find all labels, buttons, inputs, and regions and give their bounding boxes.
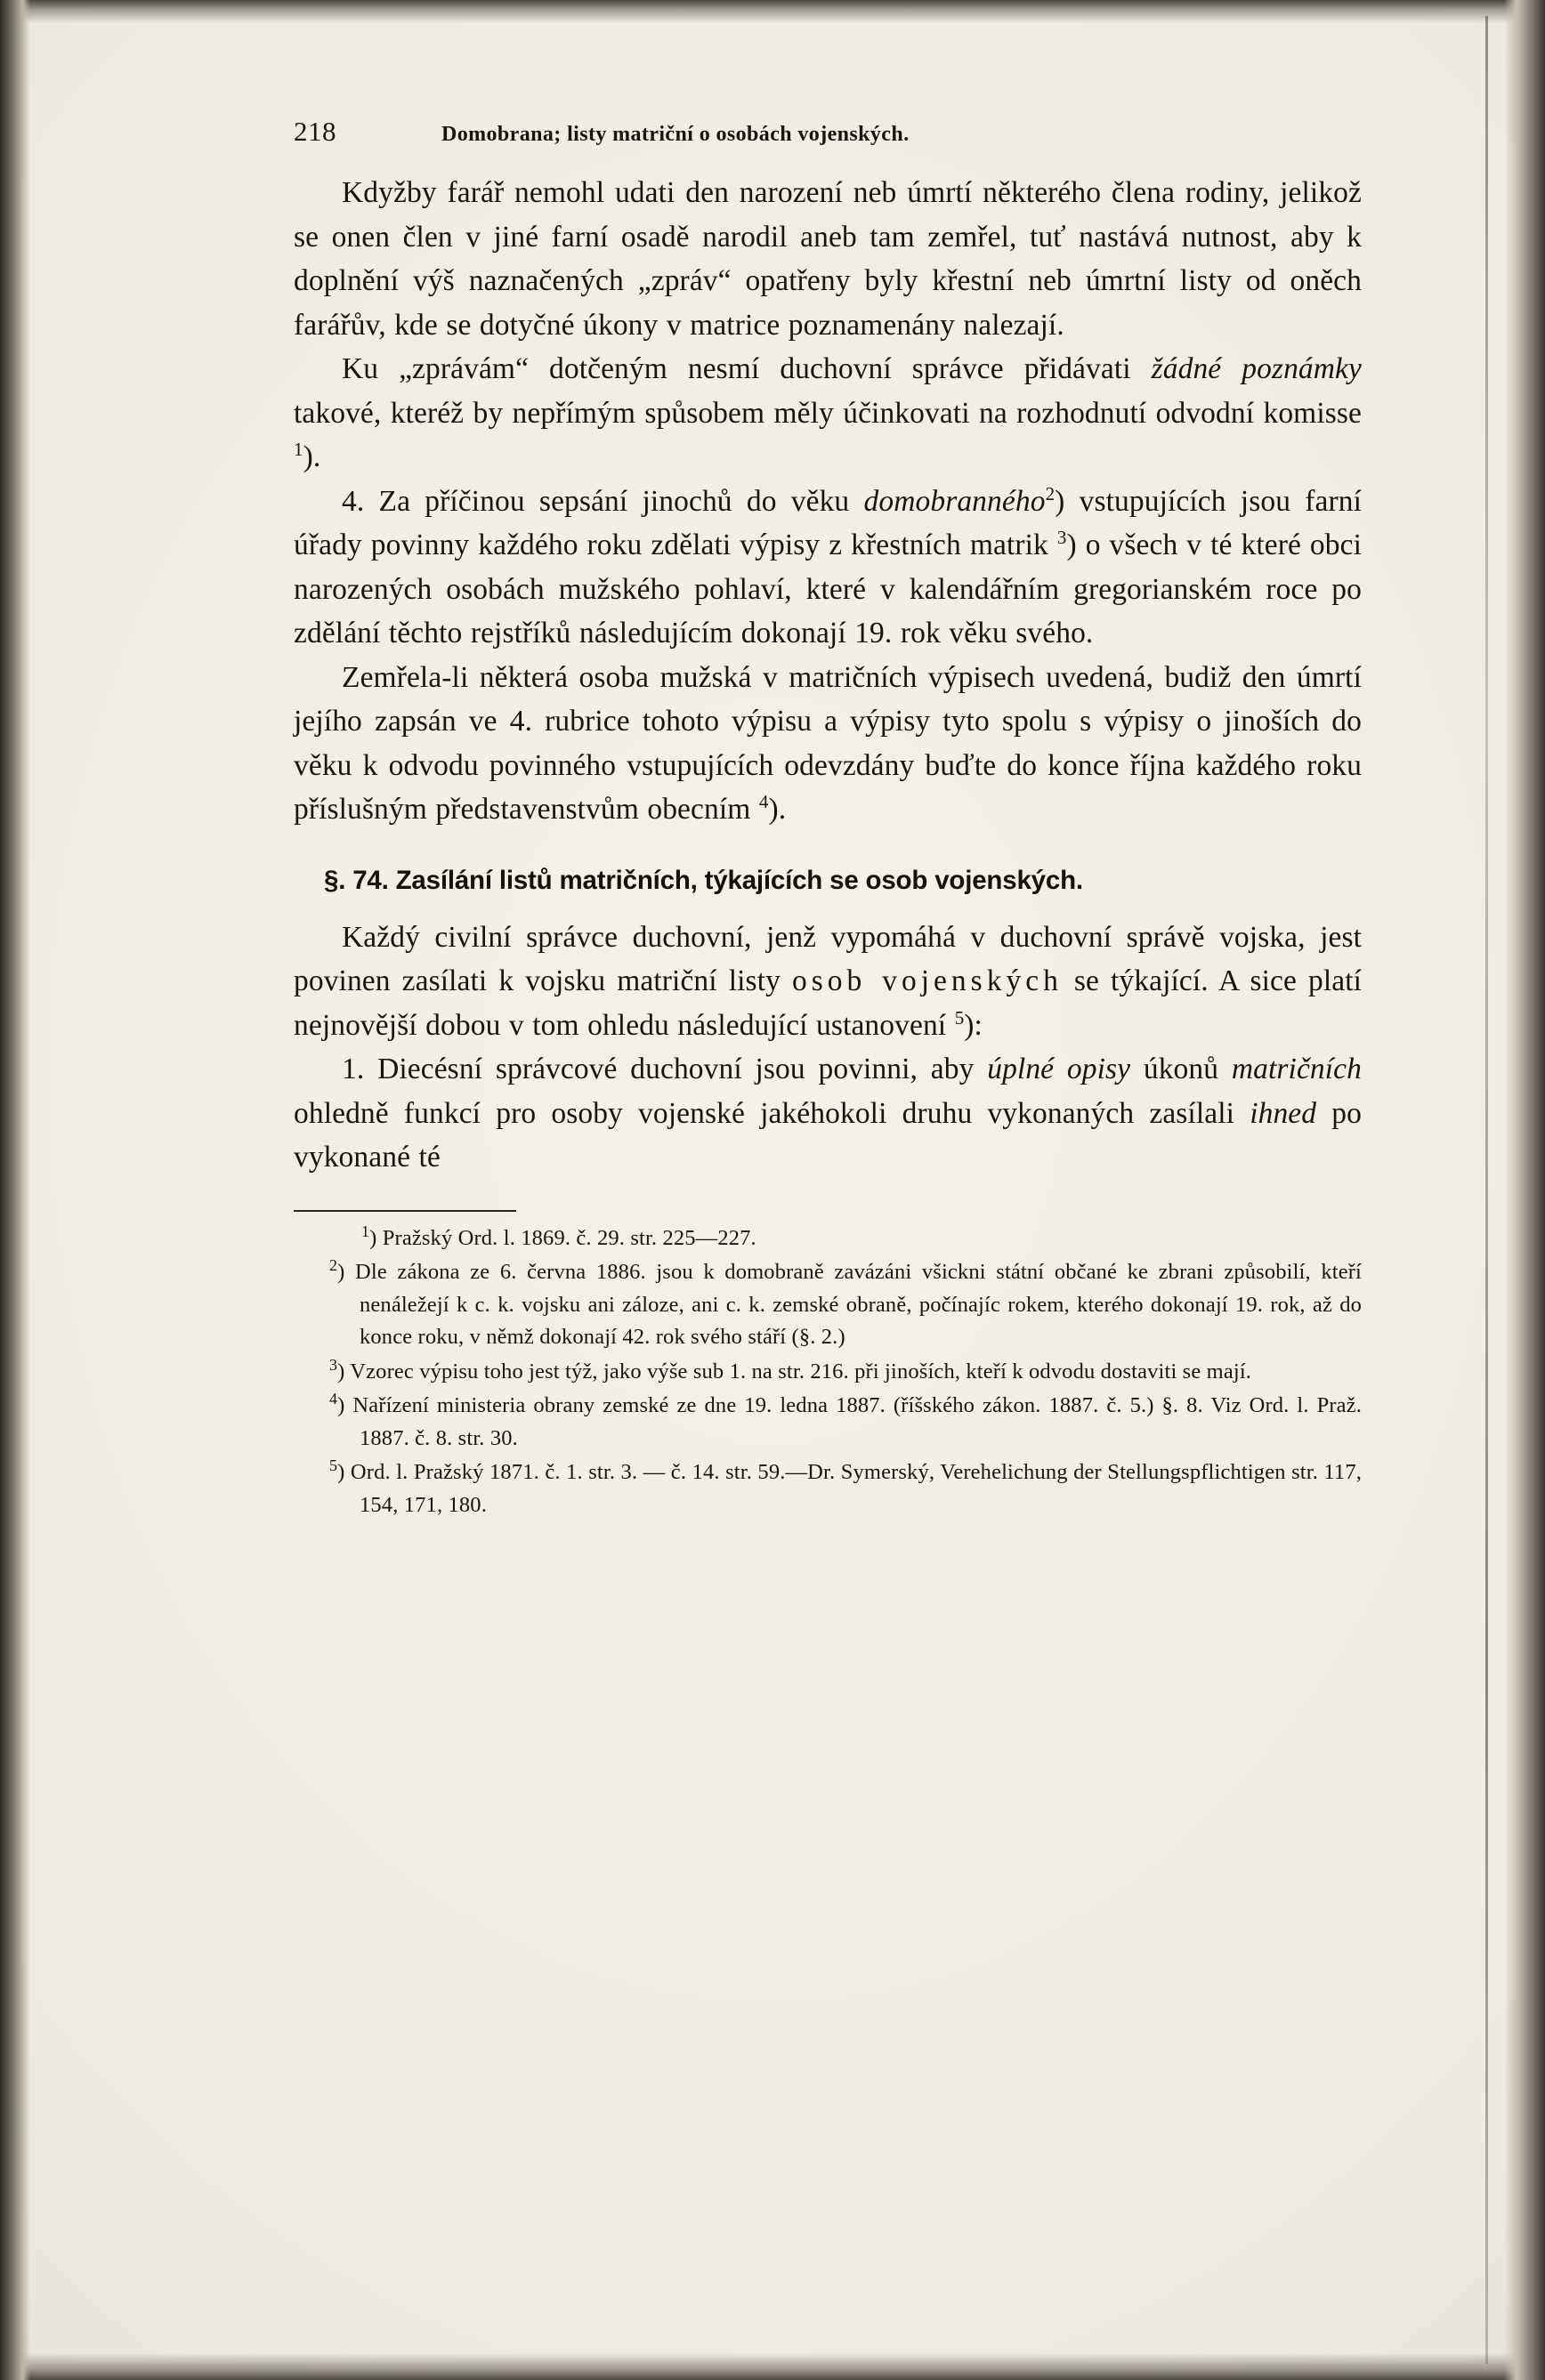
italic-phrase: úplné opisy [987,1053,1131,1085]
page-edge-top [0,0,1545,23]
footnote-mark: 1 [361,1222,370,1240]
page-edge-left [0,0,30,2380]
page-gutter-line [1485,16,1488,2364]
footnote-ref-1[interactable]: 1 [294,438,303,460]
page-edge-right [1504,0,1545,2380]
italic-phrase: ihned [1250,1096,1317,1130]
footnote-ref-2[interactable]: 2 [1045,482,1056,504]
footnote-ref-3[interactable]: 3 [1056,526,1067,548]
footnote-ref-4[interactable]: 4 [758,790,769,812]
footnote-mark: 5 [329,1456,338,1474]
page-content [294,116,1362,1523]
footnote-4: $^4$) Nařízení ministeria obrany zemské ze dne 19. ledna 1887. (říšského zákon. 1887. č. 5.) §. 8. Viz Ord. l. Praž. 1887. č. 8. str. 30. [329,1389,1362,1450]
footnote-separator-rule [294,1210,516,1212]
paragraph-6: 1. Diecésní správcové duchovní jsou povinni, aby úplné opisy úkonů matričních ohledně funkcí pro osoby vojenské jakéhokoli druhu vykonaných zasílali ihned po vykonané té [294,1053,1362,1174]
paragraph-2: Ku „zprávám“ dotčeným nesmí duchovní správce přidávati žádné poznámky takové, kteréž by nepřímým spůsobem měly účinkovati na rozhodnutí odvodní komisse $^1$). [294,352,1362,473]
letterspaced-phrase: osob vojenských [792,964,1063,997]
footnote-mark: 3 [329,1355,338,1374]
italic-phrase: matričních [1231,1053,1362,1085]
footnote-ref-5[interactable]: 5 [954,1006,965,1029]
footnote-5: $^5$) Ord. l. Pražský 1871. č. 1. str. 3. — č. 14. str. 59.—Dr. Symerský, Verehelichung der Stellungspflichtigen str. 117, 154, 171, 180. [329,1456,1362,1517]
footnote-mark: 2 [329,1255,338,1274]
paragraph-4: Zemřela-li některá osoba mužská v matričních výpisech uvedená, budiž den úmrtí jejího zapsán ve 4. rubrice tohoto výpisu a výpisy tyto spolu s výpisy o jinoších do věku k odvodu povinného vstupujících odevzdány buďte do konce října každého roku příslušným představenstvům obecním $^4$). [294,660,1362,826]
running-head [294,116,1362,148]
paragraph-1: Kdyžby farář nemohl udati den narození neb úmrtí některého člena rodiny, jelikož se onen člen v jiné farní osadě narodil aneb tam zemřel, tuť nastává nutnost, aby k doplnění výš naznačených „zpráv“ opatřeny byly křestní neb úmrtní listy od oněch farářův, kde se dotyčné úkony v matrice poznamenány nalezají. [294,176,1362,342]
running-title: Domobrana; listy matriční o osobách vojenských. [441,123,910,146]
paragraph-5: Každý civilní správce duchovní, jenž vypomáhá v duchovní správě vojska, jest povinen zasílati k vojsku matriční listy osob vojenských se týkající. A sice platí nejnovější dobou v tom ohledu následující ustanovení $^5$): [294,920,1363,1042]
footnote-2: $^2$) Dle zákona ze 6. června 1886. jsou k domobraně zavázáni všickni státní občané ke zbrani způsobilí, kteří nenáležejí k c. k. vojsku ani záloze, ani c. k. zemské obraně, počínajíc rokem, kterého dokonají 19. rok, až do konce roku, v němž dokonají 42. rok svého stáří (§. 2.) [329,1255,1362,1349]
italic-phrase: domobranného [863,484,1046,518]
footnote-1: $^1$) Pražský Ord. l. 1869. č. 29. str. 225—227. [361,1222,756,1250]
italic-phrase: žádné poznámky [1151,352,1362,385]
section-heading: §. 74. Zasílání listů matričních, týkajících se osob vojenských. [324,865,1083,895]
footnotes-section [294,1210,1362,1522]
page-number: 218 [294,116,336,147]
footnote-mark: 4 [329,1389,338,1408]
footnote-3: $^3$) Vzorec výpisu toho jest týž, jako výše sub 1. na str. 216. při jinoších, kteří k odvodu dostaviti se mají. [329,1355,1252,1384]
paragraph-3: 4. Za příčinou sepsání jinochů do věku domobranného$^2$) vstupujících jsou farní úřady povinny každého roku zdělati výpisy z křestních matrik $^3$) o všech v té které obci narozených osobách mužského pohlaví, které v kalendářním gregorianském roce po zdělání těchto rejstříků následujícím dokonají 19. rok věku svého. [294,482,1362,649]
page-edge-bottom [0,2353,1545,2380]
